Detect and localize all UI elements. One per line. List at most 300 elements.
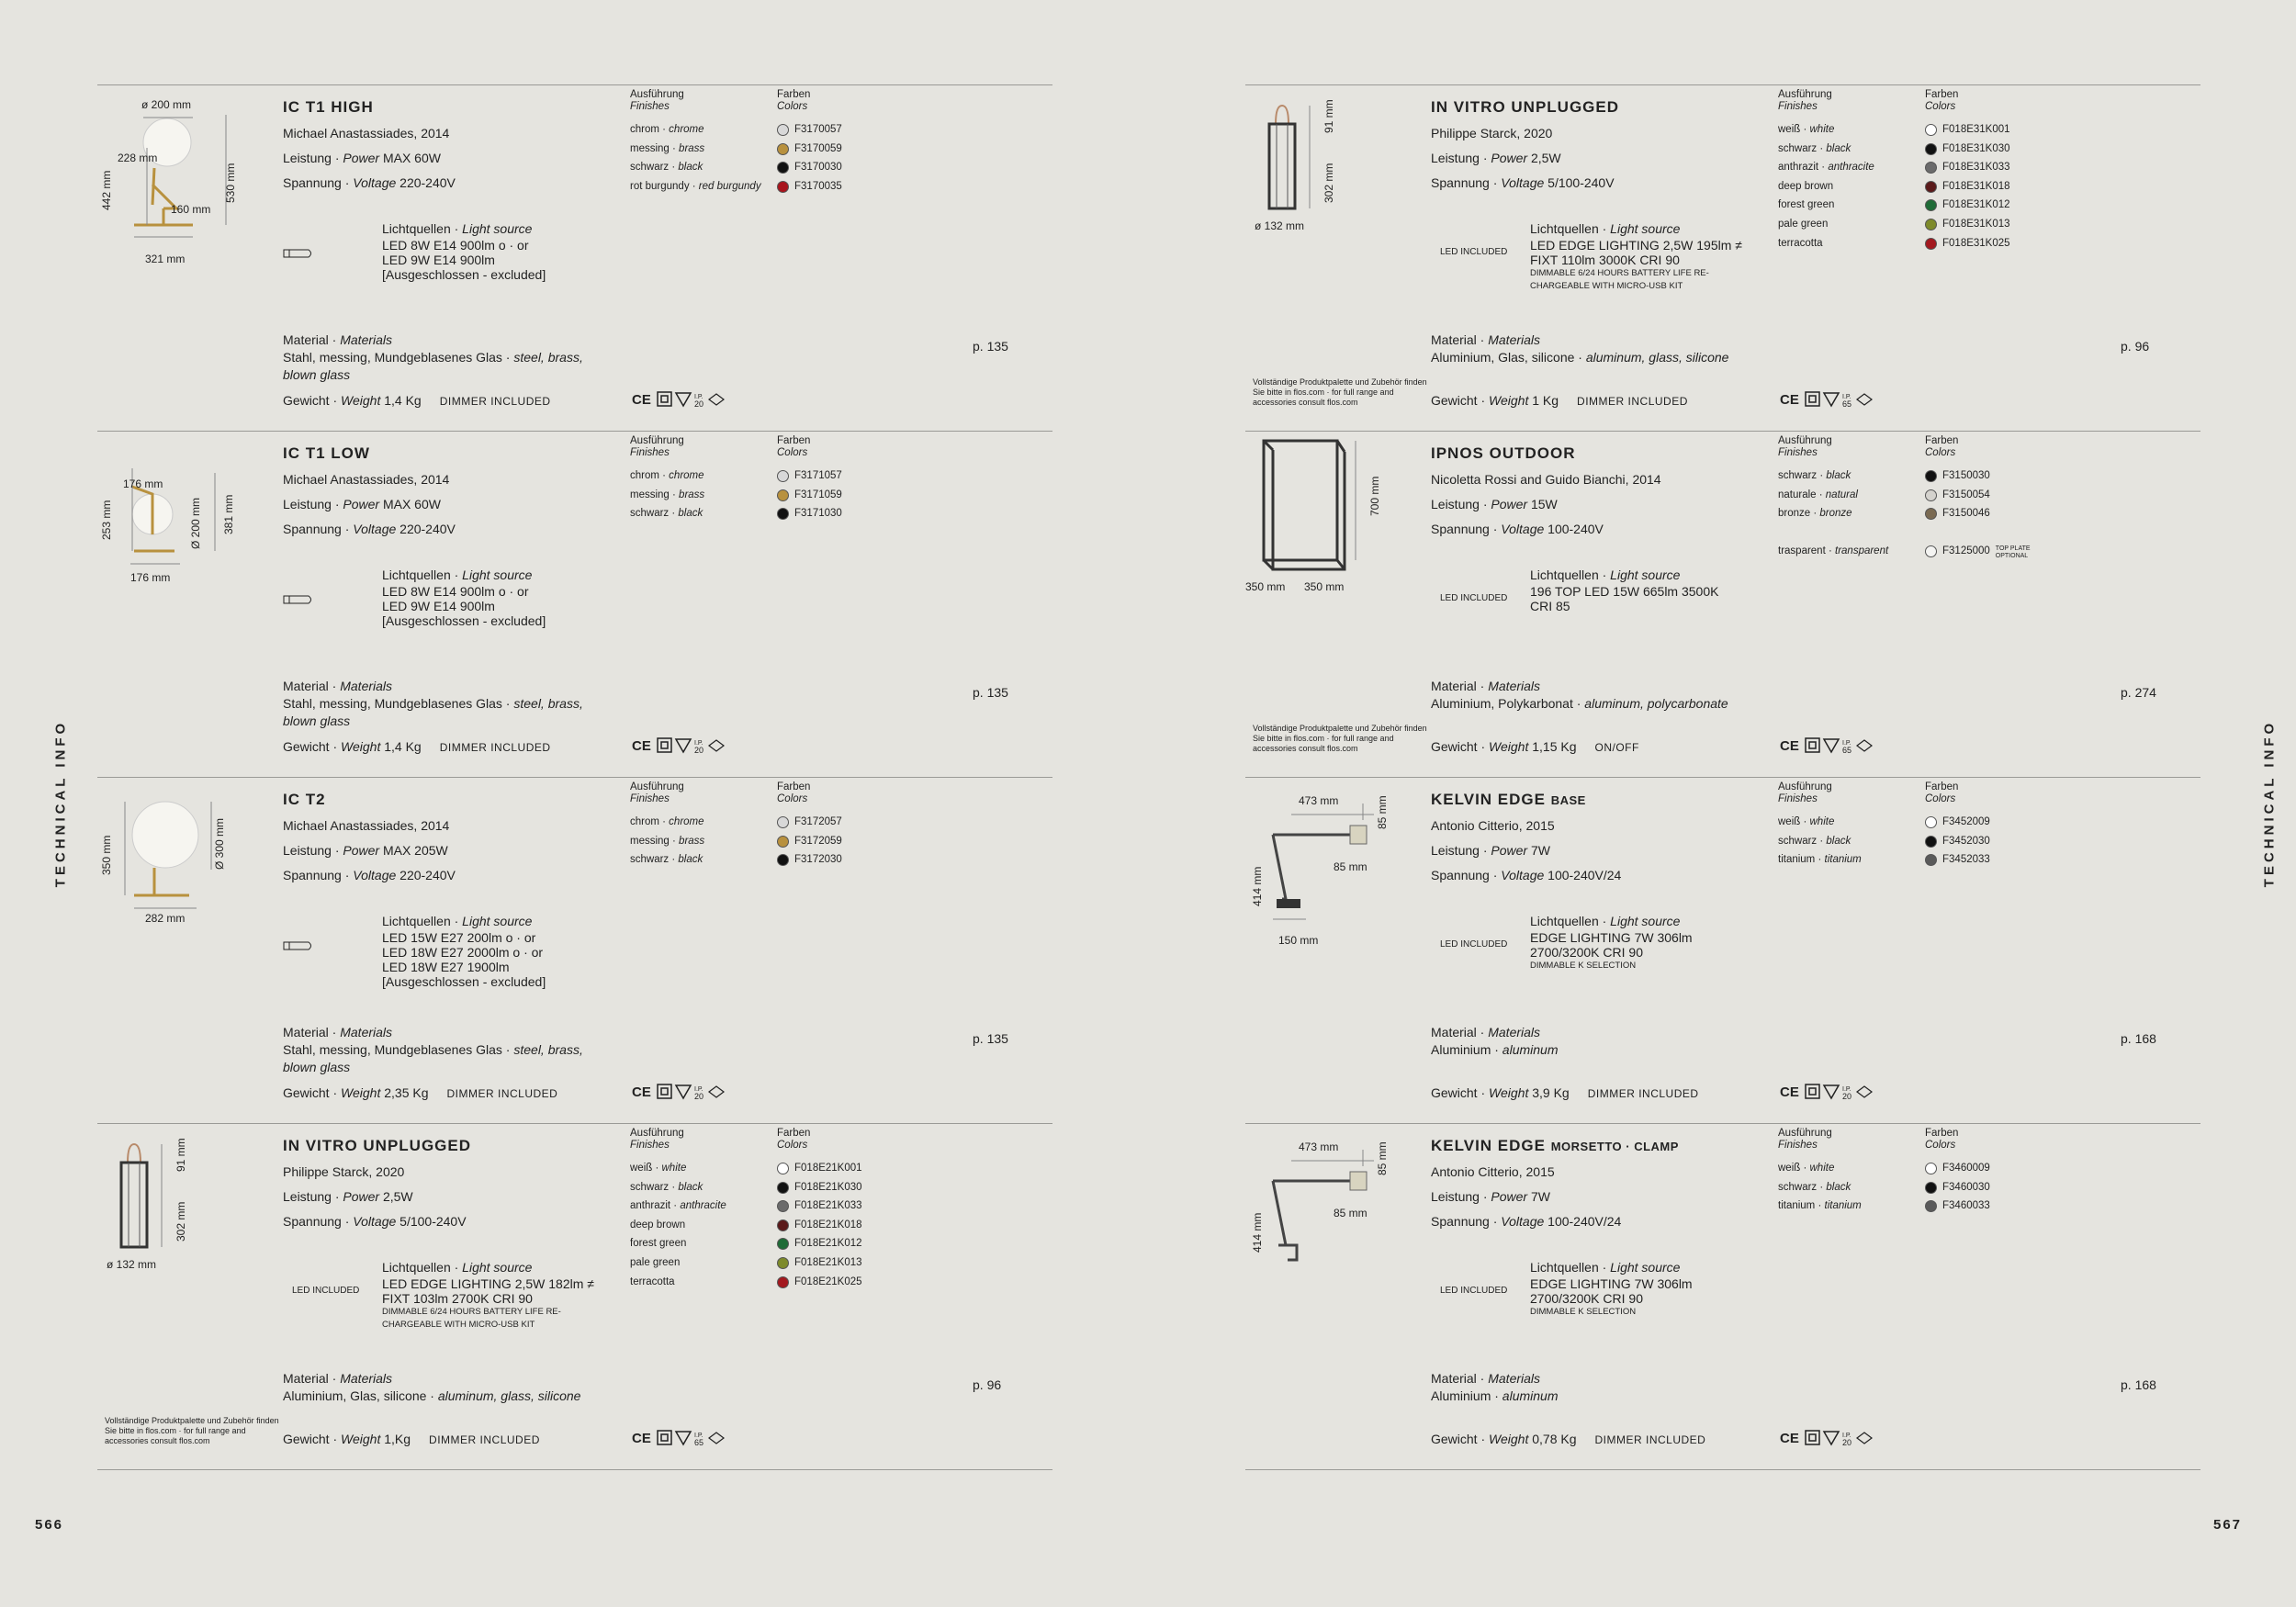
- product-title: [283, 791, 669, 809]
- light-spec-line: EDGE LIGHTING 7W 306lm: [1530, 930, 1693, 945]
- catalog-note: Vollständige Produktpalette und Zubehör finden Sie bitte in flos.com · for full range and accessories consult flos.com: [105, 1416, 279, 1445]
- finishes-header-en: Finishes: [1778, 101, 1818, 112]
- finish-item: terracotta: [630, 1275, 675, 1287]
- product-illustration: [1245, 1124, 1420, 1399]
- color-item: [1925, 238, 2063, 257]
- product-title: [1431, 98, 1817, 117]
- power-line: Leistung · Power 2,5W: [1431, 151, 1561, 165]
- product-code: F018E31K001: [1942, 124, 2010, 135]
- finishes-header-en: Finishes: [630, 101, 670, 112]
- power-line: Leistung · Power 15W: [1431, 497, 1558, 511]
- materials-label-en: Materials: [340, 1371, 393, 1386]
- colors-header: [1925, 89, 2063, 113]
- finishes-header: [630, 89, 777, 113]
- materials-value: Stahl, messing, Mundgeblasenes Glas · steel, brass, blown glass: [283, 1042, 583, 1074]
- finish-name-en: anthracite: [1828, 162, 1874, 174]
- voltage-line: Spannung · Voltage 220-240V: [283, 868, 456, 882]
- finishes-header-en: Finishes: [630, 447, 670, 458]
- switch-type: DIMMER INCLUDED: [429, 1433, 540, 1446]
- finishes-header-de: Ausführung: [1778, 781, 1832, 792]
- light-source-label-en: Light source: [462, 568, 533, 582]
- materials-block: [283, 1024, 613, 1076]
- product-code: F3452030: [1942, 835, 1990, 847]
- colors-header-en: Colors: [1925, 447, 1956, 458]
- color-item: [1925, 836, 2063, 855]
- power-label-en: Power: [1491, 843, 1528, 858]
- product-code: F018E31K030: [1942, 142, 2010, 154]
- product-code: F3172057: [794, 816, 842, 827]
- finishes-header-de: Ausführung: [630, 89, 684, 100]
- voltage-label-en: Voltage: [1501, 522, 1545, 536]
- finish-name-en: white: [1809, 816, 1835, 827]
- materials-value: Aluminium, Polykarbonat · aluminum, polycarbonate: [1431, 696, 1728, 711]
- light-spec-line: LED 18W E27 2000lm o · or: [382, 945, 544, 960]
- side-label-right: TECHNICAL INFO: [2261, 719, 2278, 888]
- color-item: [1925, 143, 2063, 163]
- finish-name-en: chrome: [669, 470, 704, 481]
- finish-name-en: anthracite: [680, 1200, 726, 1212]
- svg-text:20: 20: [694, 1092, 704, 1101]
- power-label-en: Power: [343, 843, 380, 858]
- finishes-header-en: Finishes: [630, 793, 670, 804]
- materials-heading: Material · Materials: [1431, 332, 1541, 347]
- light-spec-line: 2700/3200K CRI 90: [1530, 1291, 1643, 1306]
- voltage-line: Spannung · Voltage 100-240V: [1431, 522, 1604, 536]
- materials-label-en: Materials: [1488, 332, 1541, 347]
- certification-marks: [1780, 391, 1875, 410]
- dimension-label: 700 mm: [1368, 476, 1381, 516]
- finishes-column: [1778, 1128, 1925, 1219]
- color-swatch: [1925, 854, 1937, 866]
- product-illustration: [97, 432, 272, 707]
- color-swatch: [777, 816, 789, 828]
- voltage-label-en: Voltage: [1501, 868, 1545, 882]
- switch-type: DIMMER INCLUDED: [1594, 1433, 1706, 1446]
- color-item: [777, 1257, 915, 1276]
- finish-item: schwarz · black: [1778, 142, 1851, 154]
- color-item: [777, 854, 915, 873]
- weight-label-en: Weight: [341, 739, 381, 754]
- weight-label-en: Weight: [1489, 1085, 1529, 1100]
- product-entry: [97, 1123, 1052, 1470]
- finish-item: weiß · white: [1778, 816, 1835, 827]
- finishes-header-de: Ausführung: [1778, 1128, 1832, 1139]
- voltage-label-en: Voltage: [353, 175, 397, 190]
- materials-heading: Material · Materials: [283, 1025, 393, 1039]
- designer: Antonio Citterio, 2015: [1431, 818, 1555, 833]
- product-code: F3170030: [794, 162, 842, 174]
- product-entry: [1245, 777, 2200, 1124]
- materials-heading: Material · Materials: [283, 332, 393, 347]
- product-illustration: [1245, 85, 1420, 361]
- finish-name-en: titanium: [1824, 854, 1862, 866]
- dimension-label: Ø 300 mm: [213, 817, 226, 870]
- product-name: IPNOS OUTDOOR: [1431, 444, 1576, 462]
- finish-item: anthrazit · anthracite: [1778, 162, 1874, 174]
- materials-value-en: aluminum: [1502, 1042, 1559, 1057]
- materials-value-en: aluminum, glass, silicone: [437, 1388, 581, 1403]
- finishes-header-en: Finishes: [1778, 1140, 1818, 1151]
- finish-item: chrom · chrome: [630, 124, 704, 135]
- light-source-label-en: Light source: [1610, 221, 1681, 236]
- power-line: Leistung · Power 2,5W: [283, 1189, 413, 1204]
- materials-value-en: steel, brass, blown glass: [283, 1042, 583, 1074]
- materials-label-en: Materials: [340, 332, 393, 347]
- finish-item: weiß · white: [1778, 1163, 1835, 1174]
- light-source-specs: [382, 238, 546, 282]
- product-variant: MORSETTO · CLAMP: [1550, 1140, 1679, 1153]
- materials-value-en: steel, brass, blown glass: [283, 696, 583, 728]
- svg-text:I.P.: I.P.: [1842, 394, 1851, 400]
- finishes-header-de: Ausführung: [630, 781, 684, 792]
- dimension-label: 530 mm: [224, 163, 237, 203]
- light-spec-line: FIXT 110lm 3000K CRI 90: [1530, 253, 1680, 267]
- materials-value-en: aluminum, polycarbonate: [1584, 696, 1728, 711]
- color-swatch: [1925, 545, 1937, 557]
- designer: Michael Anastassiades, 2014: [283, 126, 450, 140]
- finish-name-en: black: [1826, 470, 1851, 481]
- dimension-label: 302 mm: [174, 1201, 187, 1242]
- svg-text:CE: CE: [632, 1431, 651, 1446]
- finishes-header-en: Finishes: [1778, 447, 1818, 458]
- color-item: [777, 1219, 915, 1239]
- color-swatch: [777, 1276, 789, 1288]
- finish-item: weiß · white: [630, 1163, 687, 1174]
- materials-value-en: aluminum: [1502, 1388, 1559, 1403]
- light-spec-note: CHARGEABLE WITH MICRO-USB KIT: [1530, 281, 1683, 291]
- product-variant: BASE: [1550, 793, 1586, 807]
- product-code: F3460030: [1942, 1181, 1990, 1193]
- finish-item: schwarz · black: [630, 854, 703, 866]
- color-item: [777, 489, 915, 509]
- materials-block: [1431, 332, 1761, 366]
- colors-header-en: Colors: [777, 447, 808, 458]
- dimension-label: 350 mm: [100, 835, 113, 875]
- color-swatch: [777, 143, 789, 155]
- color-swatch: [777, 1219, 789, 1231]
- svg-text:CE: CE: [632, 392, 651, 408]
- svg-text:I.P.: I.P.: [694, 1086, 703, 1093]
- color-swatch: [777, 470, 789, 482]
- dimension-label: 228 mm: [118, 152, 158, 164]
- color-swatch: [1925, 162, 1937, 174]
- finish-name-en: black: [678, 854, 703, 866]
- weight-line: Gewicht · Weight 1,Kg DIMMER INCLUDED: [283, 1432, 540, 1446]
- finishes-header: [630, 781, 777, 805]
- light-spec-line: LED 9W E14 900lm: [382, 599, 495, 613]
- product-code: F3171057: [794, 470, 842, 481]
- product-name: IC T1 LOW: [283, 444, 370, 462]
- finish-item: forest green: [1778, 199, 1835, 211]
- color-item: [777, 143, 915, 163]
- materials-value-en: aluminum, glass, silicone: [1585, 350, 1729, 365]
- finishes-header: [1778, 1128, 1925, 1152]
- materials-label-en: Materials: [1488, 1371, 1541, 1386]
- colors-header-de: Farben: [1925, 435, 1959, 446]
- colors-header-en: Colors: [1925, 101, 1956, 112]
- dimension-label: Ø 200 mm: [189, 497, 202, 549]
- color-item: [1925, 470, 2063, 489]
- colors-header: [777, 435, 915, 459]
- color-item: [777, 181, 915, 200]
- colors-column: [1925, 89, 2063, 256]
- light-source-heading: Lichtquellen · Light source: [382, 1260, 533, 1275]
- svg-text:CE: CE: [632, 1084, 651, 1100]
- product-title: [1431, 791, 1817, 809]
- designer: Antonio Citterio, 2015: [1431, 1164, 1555, 1179]
- certification-marks: [1780, 1084, 1875, 1102]
- finish-name-en: brass: [679, 142, 705, 154]
- color-swatch: [777, 162, 789, 174]
- product-code: F3150030: [1942, 470, 1990, 481]
- weight-label-en: Weight: [341, 393, 381, 408]
- finish-name-en: black: [678, 1181, 703, 1193]
- weight-label-en: Weight: [1489, 1432, 1529, 1446]
- product-code: F3170057: [794, 124, 842, 135]
- color-swatch: [1925, 508, 1937, 520]
- light-source-label-en: Light source: [1610, 914, 1681, 928]
- light-source-label-en: Light source: [462, 221, 533, 236]
- dimension-label: 381 mm: [222, 494, 235, 534]
- finishes-header: [1778, 435, 1925, 459]
- power-label-en: Power: [343, 497, 380, 511]
- color-swatch: [777, 1200, 789, 1212]
- color-swatch: [1925, 1182, 1937, 1194]
- light-source-heading: Lichtquellen · Light source: [382, 568, 533, 582]
- product-entry: [97, 431, 1052, 778]
- finish-item: forest green: [630, 1238, 687, 1250]
- svg-text:CE: CE: [632, 738, 651, 754]
- product-code: F3452009: [1942, 816, 1990, 827]
- product-code: F018E31K025: [1942, 237, 2010, 249]
- product-illustration: [97, 1124, 272, 1399]
- switch-type: ON/OFF: [1594, 741, 1639, 754]
- lamp-drawing: [97, 432, 272, 611]
- power-label-en: Power: [343, 1189, 380, 1204]
- materials-block: [1431, 1370, 1761, 1405]
- colors-header: [777, 781, 915, 805]
- finishes-column: [1778, 89, 1925, 256]
- light-source-heading: Lichtquellen · Light source: [1530, 568, 1681, 582]
- switch-type: DIMMER INCLUDED: [446, 1087, 558, 1100]
- finishes-column: [630, 781, 777, 873]
- light-source-label-en: Light source: [1610, 1260, 1681, 1275]
- voltage-line: Spannung · Voltage 220-240V: [283, 175, 456, 190]
- materials-value: Stahl, messing, Mundgeblasenes Glas · steel, brass, blown glass: [283, 696, 583, 728]
- product-illustration: [97, 778, 272, 1053]
- finish-name-en: black: [1826, 142, 1851, 154]
- bulb-icon: [283, 247, 314, 258]
- colors-header-en: Colors: [777, 101, 808, 112]
- light-spec-line: LED 9W E14 900lm: [382, 253, 495, 267]
- finish-name-en: red burgundy: [698, 180, 761, 192]
- dimension-label: 282 mm: [145, 912, 186, 925]
- light-spec-line: [Ausgeschlossen - excluded]: [382, 613, 546, 628]
- light-source-label-en: Light source: [462, 1260, 533, 1275]
- light-spec-note: DIMMABLE K SELECTION: [1530, 961, 1637, 971]
- dimension-label: 414 mm: [1251, 866, 1264, 906]
- weight-line: Gewicht · Weight 2,35 Kg DIMMER INCLUDED: [283, 1085, 558, 1100]
- dimension-label: ø 200 mm: [141, 98, 192, 111]
- product-entry: [1245, 84, 2200, 432]
- voltage-label-en: Voltage: [353, 1214, 397, 1229]
- product-entry: [1245, 431, 2200, 778]
- materials-heading: Material · Materials: [283, 1371, 393, 1386]
- power-line: Leistung · Power MAX 205W: [283, 843, 448, 858]
- finish-item: titanium · titanium: [1778, 854, 1862, 866]
- finish-item: messing · brass: [630, 489, 705, 500]
- color-item: [777, 124, 915, 143]
- certification-marks: [1780, 737, 1875, 756]
- product-code: F018E21K012: [794, 1238, 862, 1250]
- page-reference: p. 96: [973, 1377, 1002, 1392]
- voltage-line: Spannung · Voltage 5/100-240V: [283, 1214, 467, 1229]
- lamp-drawing: [97, 778, 272, 957]
- finish-item: deep brown: [630, 1219, 686, 1231]
- finish-name-en: white: [1809, 124, 1835, 135]
- led-included-label: LED INCLUDED: [1440, 939, 1508, 950]
- page-reference: p. 135: [973, 339, 1008, 354]
- dimension-label: 85 mm: [1334, 860, 1367, 873]
- colors-header-de: Farben: [777, 435, 811, 446]
- color-item: [1925, 527, 2063, 546]
- light-spec-line: 196 TOP LED 15W 665lm 3500K: [1530, 584, 1719, 599]
- finish-name-en: black: [678, 508, 703, 520]
- product-illustration: [1245, 778, 1420, 1053]
- weight-line: Gewicht · Weight 1,15 Kg ON/OFF: [1431, 739, 1639, 754]
- dimension-label: 473 mm: [1299, 1141, 1339, 1153]
- product-illustration: [1245, 432, 1420, 707]
- product-code: F018E31K018: [1942, 180, 2010, 192]
- dimension-label: ø 132 mm: [1255, 219, 1305, 232]
- colors-header-de: Farben: [777, 781, 811, 792]
- finish-item: schwarz · black: [630, 1181, 703, 1193]
- colors-header: [1925, 781, 2063, 805]
- power-label-en: Power: [1491, 497, 1528, 511]
- svg-text:20: 20: [1842, 1092, 1852, 1101]
- light-spec-note: CHARGEABLE WITH MICRO-USB KIT: [382, 1320, 535, 1330]
- product-code: F018E21K033: [794, 1200, 862, 1212]
- color-item: [777, 1276, 915, 1296]
- switch-type: DIMMER INCLUDED: [439, 741, 551, 754]
- color-item: [777, 162, 915, 181]
- colors-column: [777, 781, 915, 873]
- product-entry: [97, 84, 1052, 432]
- light-source-label-en: Light source: [462, 914, 533, 928]
- product-title: [283, 1137, 669, 1155]
- voltage-label-en: Voltage: [1501, 1214, 1545, 1229]
- color-item: [1925, 1200, 2063, 1219]
- product-title: [283, 444, 669, 463]
- designer: Philippe Starck, 2020: [1431, 126, 1553, 140]
- color-swatch: [1925, 1200, 1937, 1212]
- power-label-en: Power: [1491, 151, 1528, 165]
- finish-item: trasparent · transparent: [1778, 545, 1889, 557]
- product-code: F3125000: [1942, 545, 1990, 557]
- color-swatch: [1925, 199, 1937, 211]
- finish-name-en: titanium: [1824, 1200, 1862, 1212]
- product-illustration: [97, 85, 272, 361]
- dimension-label: 321 mm: [145, 253, 186, 265]
- color-item: [1925, 508, 2063, 527]
- finish-item: schwarz · black: [630, 162, 703, 174]
- materials-value: Aluminium, Glas, silicone · aluminum, glass, silicone: [1431, 350, 1729, 365]
- finish-name-en: black: [1826, 835, 1851, 847]
- svg-text:CE: CE: [1780, 1431, 1799, 1446]
- materials-block: [283, 332, 613, 384]
- weight-line: Gewicht · Weight 1 Kg DIMMER INCLUDED: [1431, 393, 1688, 408]
- colors-header-de: Farben: [1925, 89, 1959, 100]
- side-label-left: TECHNICAL INFO: [52, 719, 69, 888]
- finish-name-en: bronze: [1819, 508, 1852, 520]
- finishes-header-en: Finishes: [630, 1140, 670, 1151]
- dimension-label: 176 mm: [130, 571, 171, 584]
- page-reference: p. 135: [973, 685, 1008, 700]
- light-source-heading: Lichtquellen · Light source: [1530, 221, 1681, 236]
- switch-type: DIMMER INCLUDED: [439, 395, 551, 408]
- colors-header: [777, 1128, 915, 1152]
- finish-item: terracotta: [1778, 237, 1823, 249]
- color-swatch: [777, 124, 789, 136]
- certification-marks: [632, 391, 727, 410]
- designer: Michael Anastassiades, 2014: [283, 472, 450, 487]
- colors-column: [777, 89, 915, 199]
- finish-item: rot burgundy · red burgundy: [630, 180, 761, 192]
- product-title: [283, 98, 669, 117]
- dimension-label: 442 mm: [100, 170, 113, 210]
- dimension-label: 302 mm: [1322, 163, 1335, 203]
- designer: Philippe Starck, 2020: [283, 1164, 405, 1179]
- svg-text:I.P.: I.P.: [694, 740, 703, 747]
- finishes-header: [630, 1128, 777, 1152]
- product-title: [1431, 444, 1817, 463]
- page-reference: p. 96: [2121, 339, 2150, 354]
- materials-block: [283, 678, 613, 730]
- product-code: F3460033: [1942, 1200, 1990, 1212]
- color-swatch: [1925, 836, 1937, 848]
- bulb-icon: [283, 593, 314, 604]
- light-spec-line: LED 8W E14 900lm o · or: [382, 584, 529, 599]
- svg-text:65: 65: [694, 1438, 704, 1447]
- power-label-en: Power: [343, 151, 380, 165]
- light-source-specs: [382, 1276, 594, 1332]
- finish-item: [1778, 527, 1925, 546]
- svg-text:I.P.: I.P.: [1842, 1433, 1851, 1439]
- product-name: IN VITRO UNPLUGGED: [283, 1137, 472, 1154]
- page-reference: p. 135: [973, 1031, 1008, 1046]
- svg-text:I.P.: I.P.: [1842, 1086, 1851, 1093]
- color-swatch: [1925, 124, 1937, 136]
- materials-heading: Material · Materials: [1431, 1025, 1541, 1039]
- svg-text:CE: CE: [1780, 1084, 1799, 1100]
- materials-label-en: Materials: [1488, 1025, 1541, 1039]
- color-swatch: [1925, 181, 1937, 193]
- finish-item: naturale · natural: [1778, 489, 1858, 500]
- color-item: [777, 1163, 915, 1182]
- dimension-label: 91 mm: [1322, 99, 1335, 133]
- power-label-en: Power: [1491, 1189, 1528, 1204]
- led-included-label: LED INCLUDED: [1440, 593, 1508, 603]
- finish-item: schwarz · black: [630, 508, 703, 520]
- finish-item: weiß · white: [1778, 124, 1835, 135]
- weight-label-en: Weight: [341, 1432, 381, 1446]
- light-source-heading: Lichtquellen · Light source: [1530, 914, 1681, 928]
- finish-name-en: chrome: [669, 816, 704, 827]
- page-reference: p. 274: [2121, 685, 2156, 700]
- finishes-header-de: Ausführung: [1778, 435, 1832, 446]
- light-spec-line: 2700/3200K CRI 90: [1530, 945, 1643, 960]
- color-item: [777, 508, 915, 527]
